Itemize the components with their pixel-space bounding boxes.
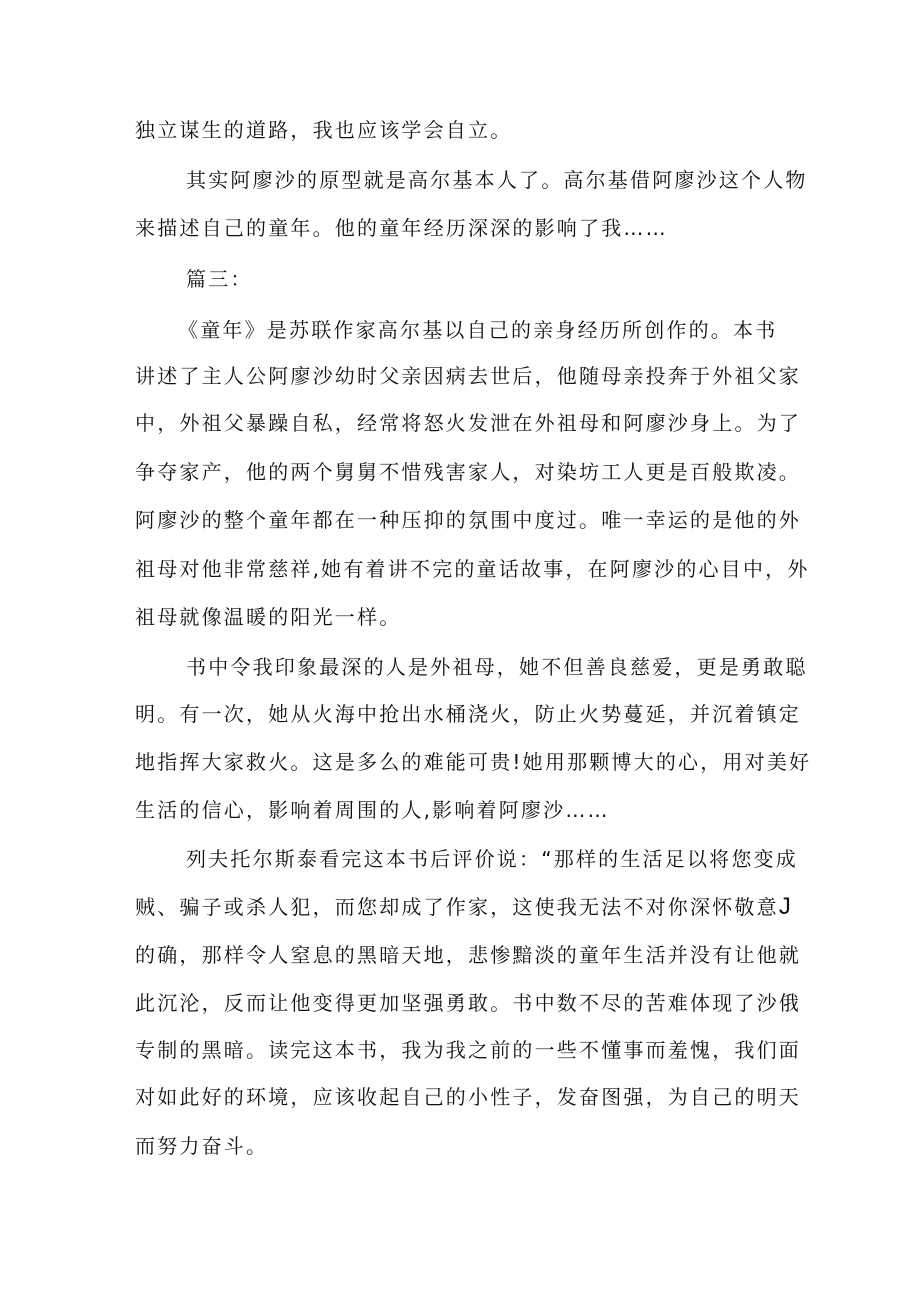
section-heading: 篇三： [186,267,253,291]
paragraph-line: 明。有一次，她从火海中抢出水桶浇火，防止火势蔓延，并沉着镇定 [135,702,801,726]
paragraph-text: 贼、骗子或杀人犯，而您却成了作家，这使我无法不对你深怀敬意 [135,895,779,919]
paragraph-line: 地指挥大家救火。这是多么的难能可贵!她用那颗博大的心，用对美好 [135,750,812,774]
paragraph-line: 独立谋生的道路，我也应该学会自立。 [135,118,513,142]
paragraph-line: 此沉沦，反而让他变得更加坚强勇敢。书中数不尽的苦难体现了沙俄 [135,991,801,1015]
paragraph-line [135,891,791,923]
paragraph-line: 阿廖沙的整个童年都在一种压抑的氛围中度过。唯一幸运的是他的外 [135,508,801,532]
paragraph-line: 专制的黑暗。读完这本书，我为我之前的一些不懂事而羞愧，我们面 [135,1038,801,1062]
paragraph-line: 生活的信心，影响着周围的人,影响着阿廖沙…… [135,798,610,822]
paragraph-line: 对如此好的环境，应该收起自己的小性子，发奋图强，为自己的明天 [135,1085,801,1109]
paragraph-line: 《童年》是苏联作家高尔基以自己的亲身经历所创作的。本书 [178,318,778,342]
paragraph-line: 列夫托尔斯泰看完这本书后评价说：“那样的生活足以将您变成 [186,847,798,871]
paragraph-line: 讲述了主人公阿廖沙幼时父亲因病去世后，他随母亲投奔于外祖父家 [135,364,801,388]
paragraph-line: 祖母就像温暖的阳光一样。 [135,605,402,629]
paragraph-line: 来描述自己的童年。他的童年经历深深的影响了我…… [135,216,668,240]
paragraph-line: 其实阿廖沙的原型就是高尔基本人了。高尔基借阿廖沙这个人物 [186,168,808,192]
paragraph-line: 中，外祖父暴躁自私，经常将怒火发泄在外祖母和阿廖沙身上。为了 [135,411,801,435]
paragraph-line: 争夺家产，他的两个舅舅不惜残害家人，对染坊工人更是百般欺凌。 [135,460,801,484]
paragraph-line: 而努力奋斗。 [135,1134,269,1158]
paragraph-line: 书中令我印象最深的人是外祖母，她不但善良慈爱，更是勇敢聪 [186,655,808,679]
paragraph-line: 祖母对他非常慈祥,她有着讲不完的童话故事，在阿廖沙的心目中，外 [135,557,810,581]
paragraph-line: 的确，那样令人窒息的黑暗天地，悲惨黯淡的童年生活并没有让他就 [135,943,801,967]
stray-character: J [778,893,791,920]
